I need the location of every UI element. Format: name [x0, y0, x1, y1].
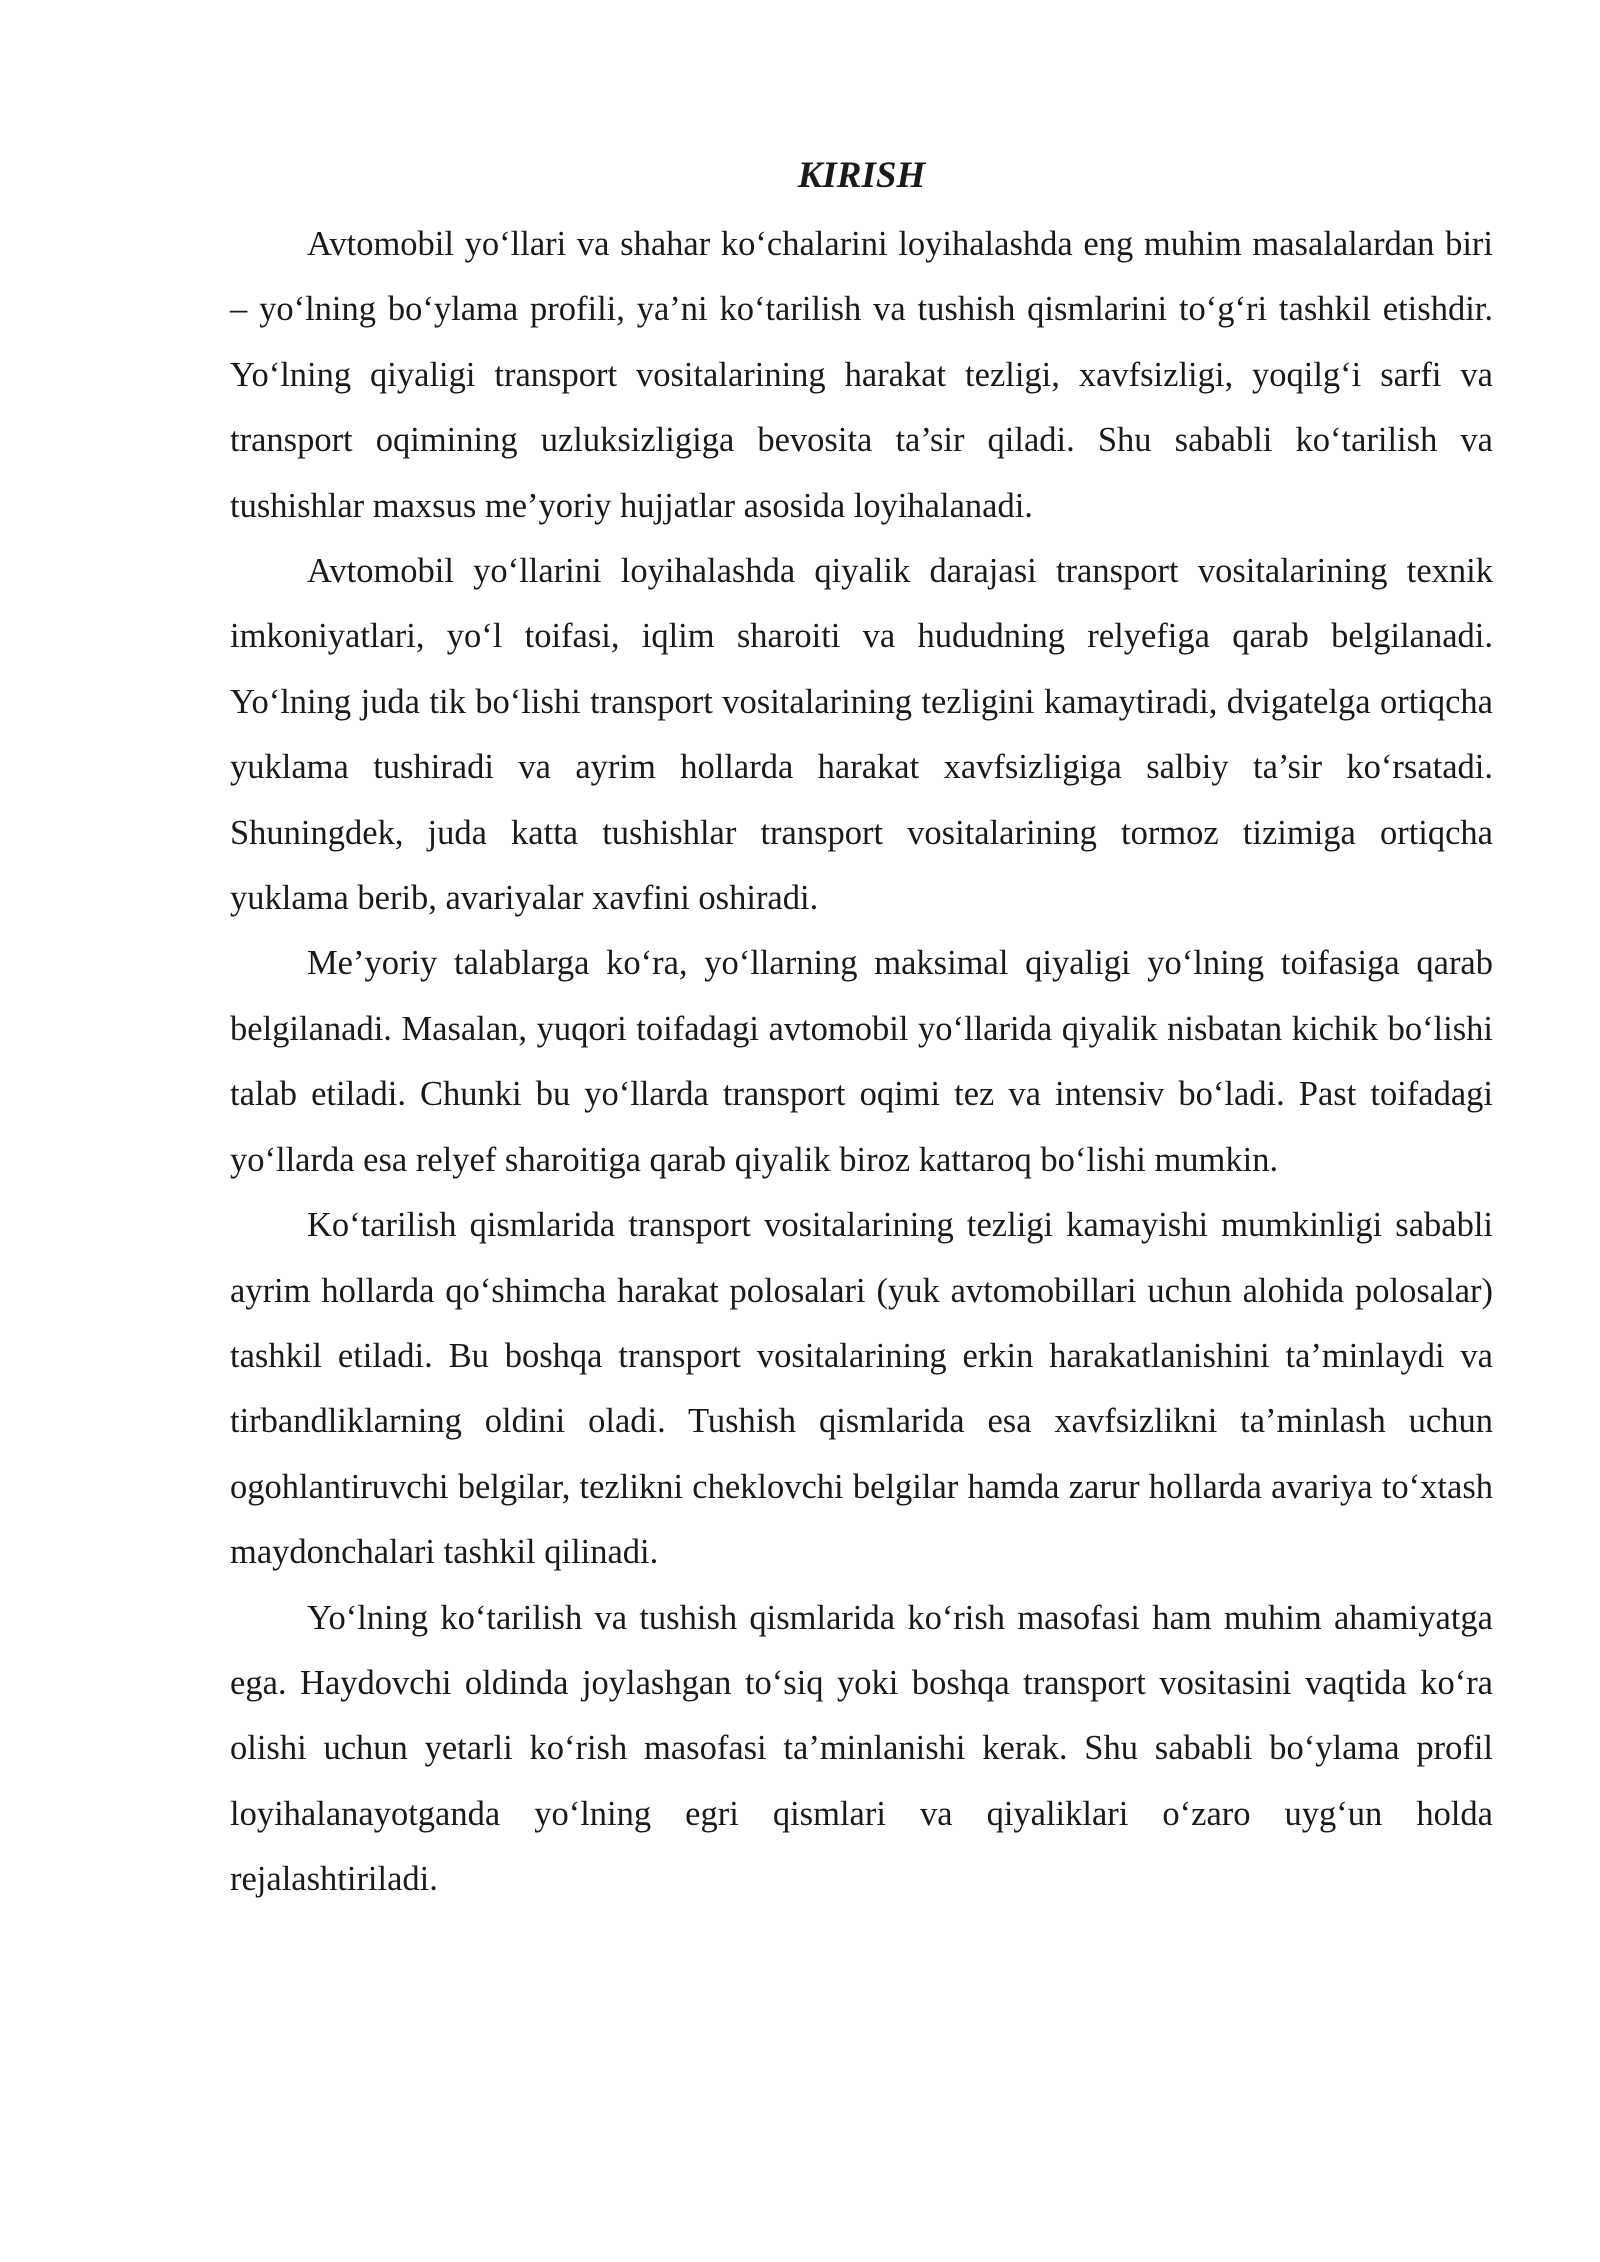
paragraph-3: Me’yoriy talablarga ko‘ra, yo‘llarning maksimal qiyaligi yo‘lning toifasiga qarab belgilanadi. Masalan, yuqori toifadagi avtomobil yo‘llarida qiyalik nisbatan kichik bo‘lishi talab etiladi. Chunki bu yo‘llarda transport oqimi tez va intensiv bo‘ladi. Past toifadagi yo‘llarda esa relyef sharoitiga qarab qiyalik biroz kattaroq bo‘lishi mumkin. [230, 944, 1493, 1179]
paragraph-2: Avtomobil yo‘llarini loyihalashda qiyalik darajasi transport vositalarining texnik imkoniyatlari, yo‘l toifasi, iqlim sharoiti va hududning relyefiga qarab belgilanadi. Yo‘lning juda tik bo‘lishi transport vositalarining tezligini kamaytiradi, dvigatelga ortiqcha yuklama tushiradi va ayrim hollarda harakat xavfsizligiga salbiy ta’sir ko‘rsatadi. Shuningdek, juda katta tushishlar transport vositalarining tormoz tizimiga ortiqcha yuklama berib, avariyalar xavfini oshiradi. [230, 552, 1493, 918]
paragraph-1: Avtomobil yo‘llari va shahar ko‘chalarini loyihalashda eng muhim masalalardan biri – yo‘lning bo‘ylama profili, ya’ni ko‘tarilish va tushish qismlarini to‘g‘ri tashkil etishdir. Yo‘lning qiyaligi transport vositalarining harakat tezligi, xavfsizligi, yoqilg‘i sarfi va transport oqimining uzluksizligiga bevosita ta’sir qiladi. Shu sababli ko‘tarilish va tushishlar maxsus me’yoriy hujjatlar asosida loyihalanadi. [230, 225, 1493, 525]
paragraph-5: Yo‘lning ko‘tarilish va tushish qismlarida ko‘rish masofasi ham muhim ahamiyatga ega. Haydovchi oldinda joylashgan to‘siq yoki boshqa transport vositasini vaqtida ko‘ra olishi uchun yetarli ko‘rish masofasi ta’minlanishi kerak. Shu sababli bo‘ylama profil loyihalanayotganda yo‘lning egri qismlari va qiyaliklari o‘zaro uyg‘un holda rejalashtiriladi. [230, 1598, 1493, 1899]
paragraph-4: Ko‘tarilish qismlarida transport vositalarining tezligi kamayishi mumkinligi sababli ayrim hollarda qo‘shimcha harakat polosalari (yuk avtomobillari uchun alohida polosalar) tashkil etiladi. Bu boshqa transport vositalarining erkin harakatlanishini ta’minlaydi va tirbandliklarning oldini oladi. Tushish qismlarida esa xavfsizlikni ta’minlash uchun ogohlantiruvchi belgilar, tezlikni cheklovchi belgilar hamda zarur hollarda avariya to‘xtash maydonchalari tashkil qilinadi. [230, 1206, 1493, 1572]
document-page [230, 148, 1493, 1913]
document-heading: KIRISH [797, 155, 926, 196]
